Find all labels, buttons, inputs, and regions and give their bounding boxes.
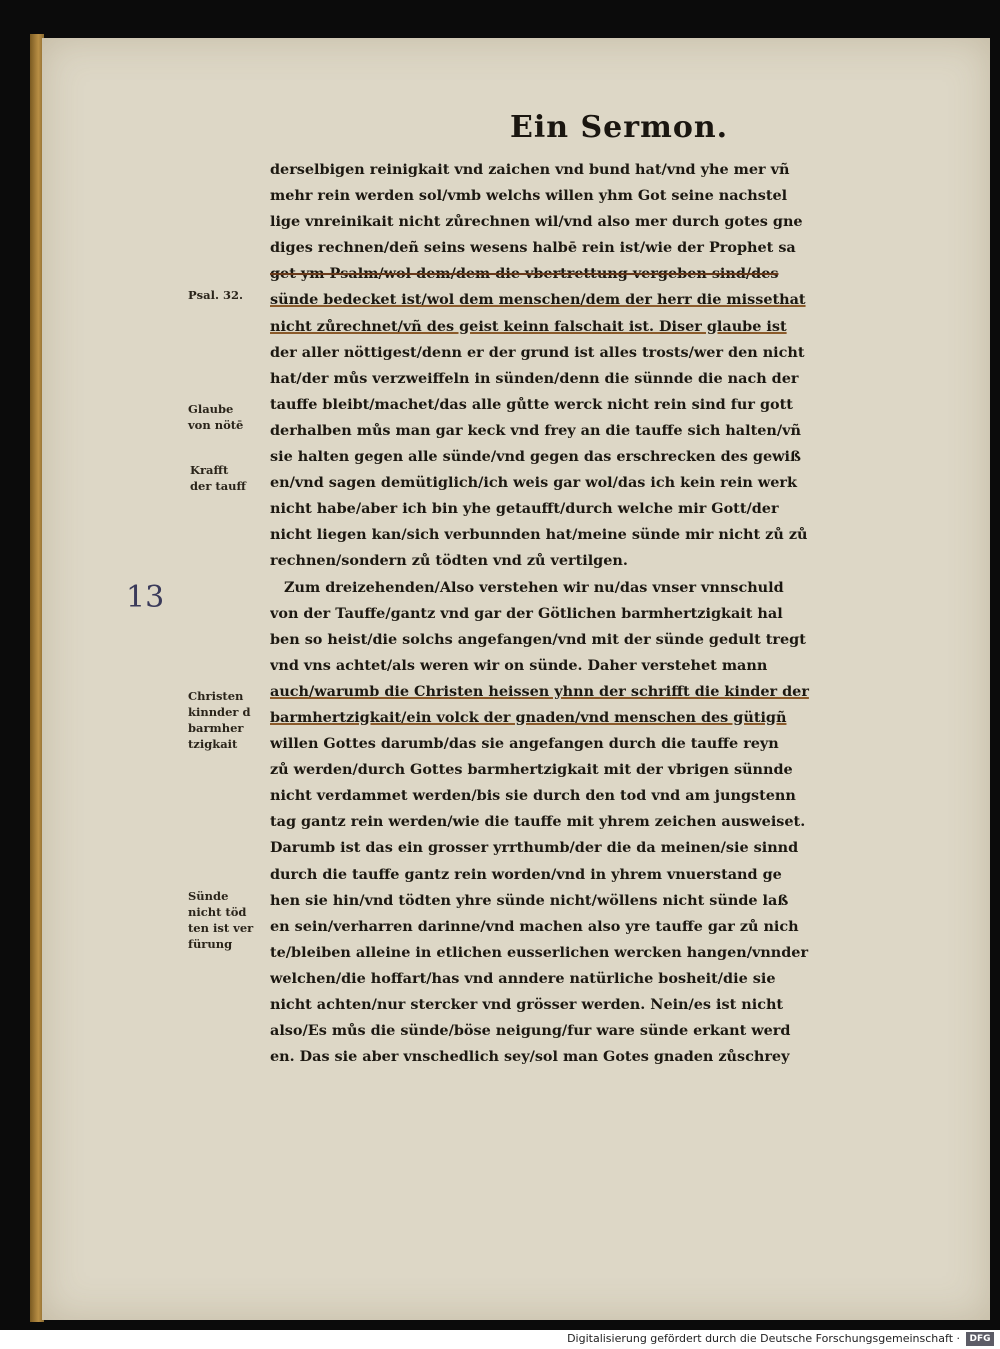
margin-note-line: tzigkait <box>188 737 238 751</box>
margin-note-line: nicht töd <box>188 905 247 919</box>
body-text <box>270 157 950 1070</box>
text-line: also/Es můs die sünde/böse neigung/fur ware sünde erkant werd <box>270 1022 791 1040</box>
margin-note-suende <box>188 888 253 952</box>
text-line: Zum dreizehenden/Also verstehen wir nu/das vnser vnnschuld <box>284 578 784 596</box>
text-line: willen Gottes darumb/das sie angefangen durch die tauffe reyn <box>270 735 779 753</box>
text-line: tag gantz rein werden/wie die tauffe mit yhrem zeichen ausweiset. <box>270 813 806 831</box>
text-line: sie halten gegen alle sünde/vnd gegen das erschrecken des gewiß <box>270 448 801 466</box>
margin-note-christen <box>188 688 251 752</box>
text-line: tauffe bleibt/machet/das alle gůtte werck nicht rein sind fur gott <box>270 395 793 413</box>
text-line: en. Das sie aber vnschedlich sey/sol man Gotes gnaden zůschrey <box>270 1048 790 1066</box>
text-line: rechnen/sondern zů tödten vnd zů vertilgen. <box>270 552 628 570</box>
text-line: hen sie hin/vnd tödten yhre sünde nicht/wöllens nicht sünde laß <box>270 891 789 909</box>
text-line: nicht achten/nur stercker vnd grösser werden. Nein/es ist nicht <box>270 996 784 1013</box>
text-line: te/bleiben alleine in etlichen eusserlichen wercken hangen/vnnder <box>270 943 809 961</box>
text-line: diges rechnen/deñ seins wesens halbē rein ist/wie der Prophet sa <box>270 239 796 257</box>
text-line: sünde bedecket ist/wol dem menschen/dem der herr die missethat <box>270 291 806 309</box>
text-line: get ym Psalm/wol dem/dem die vbertrettung vergeben sind/des <box>270 265 779 283</box>
margin-note-line: der tauff <box>190 479 246 493</box>
margin-note-line: Glaube <box>188 402 234 416</box>
margin-note-line: von nötē <box>188 418 244 432</box>
margin-note-line: barmher <box>188 721 244 735</box>
margin-note-line: ten ist ver <box>188 921 254 935</box>
margin-note-line: kinnder d <box>188 705 251 719</box>
dfg-logo-icon: DFG <box>966 1332 994 1346</box>
text-line: nicht liegen kan/sich verbunnden hat/meine sünde mir nicht zů zů <box>270 526 808 544</box>
text-line: auch/warumb die Christen heissen yhnn der schrifft die kinder der <box>270 682 809 700</box>
text-line: zů werden/durch Gottes barmhertzigkait mit der vbrigen sünnde <box>270 761 793 779</box>
handwritten-numeral: 13 <box>126 580 165 615</box>
footer-bar <box>0 1330 1000 1349</box>
margin-note-line: Sünde <box>188 889 229 903</box>
footer-credit: Digitalisierung gefördert durch die Deutsche Forschungsgemeinschaft · <box>567 1332 960 1345</box>
text-line: en sein/verharren darinne/vnd machen also yre tauffe gar zů nich <box>270 917 799 935</box>
running-title: Ein Sermon. <box>510 110 729 145</box>
text-line: lige vnreinikait nicht zůrechnen wil/vnd also mer durch gotes gne <box>270 213 803 231</box>
text-line: hat/der můs verzweiffeln in sünden/denn die sünnde die nach der <box>270 369 799 387</box>
text-line: welchen/die hoffart/has vnd anndere natürliche bosheit/die sie <box>270 969 776 987</box>
margin-note-krafft <box>190 462 246 494</box>
text-line: barmhertzigkait/ein volck der gnaden/vnd menschen des gütigñ <box>270 708 787 726</box>
margin-note-line: Christen <box>188 689 244 703</box>
margin-note-line: Krafft <box>190 463 229 477</box>
text-line: nicht zůrechnet/vñ des geist keinn falschait ist. Diser glaube ist <box>270 317 787 335</box>
text-line: Darumb ist das ein grosser yrrthumb/der die da meinen/sie sinnd <box>270 839 799 857</box>
margin-note-line: fürung <box>188 937 233 951</box>
text-line: durch die tauffe gantz rein worden/vnd in yhrem vnuerstand ge <box>270 865 782 883</box>
text-line: ben so heist/die solchs angefangen/vnd mit der sünde gedult tregt <box>270 630 806 648</box>
text-line: nicht verdammet werden/bis sie durch den tod vnd am jungstenn <box>270 787 796 805</box>
text-line: mehr rein werden sol/vmb welchs willen yhm Got seine nachstel <box>270 187 788 205</box>
text-line: von der Tauffe/gantz vnd gar der Götlichen barmhertzigkait hal <box>270 604 783 622</box>
text-line: nicht habe/aber ich bin yhe getaufft/durch welche mir Gott/der <box>270 500 779 518</box>
text-line: en/vnd sagen demütiglich/ich weis gar wol/das ich kein rein werk <box>270 474 797 492</box>
margin-note-glaube <box>188 401 243 433</box>
text-line: derselbigen reinigkait vnd zaichen vnd bund hat/vnd yhe mer vñ <box>270 161 790 178</box>
text-line: derhalben můs man gar keck vnd frey an die tauffe sich halten/vñ <box>270 421 801 439</box>
margin-note-psalm: Psal. 32. <box>188 288 243 302</box>
text-line: der aller nöttigest/denn er der grund ist alles trosts/wer den nicht <box>270 343 805 361</box>
text-line: vnd vns achtet/als weren wir on sünde. Daher verstehet mann <box>270 656 768 674</box>
